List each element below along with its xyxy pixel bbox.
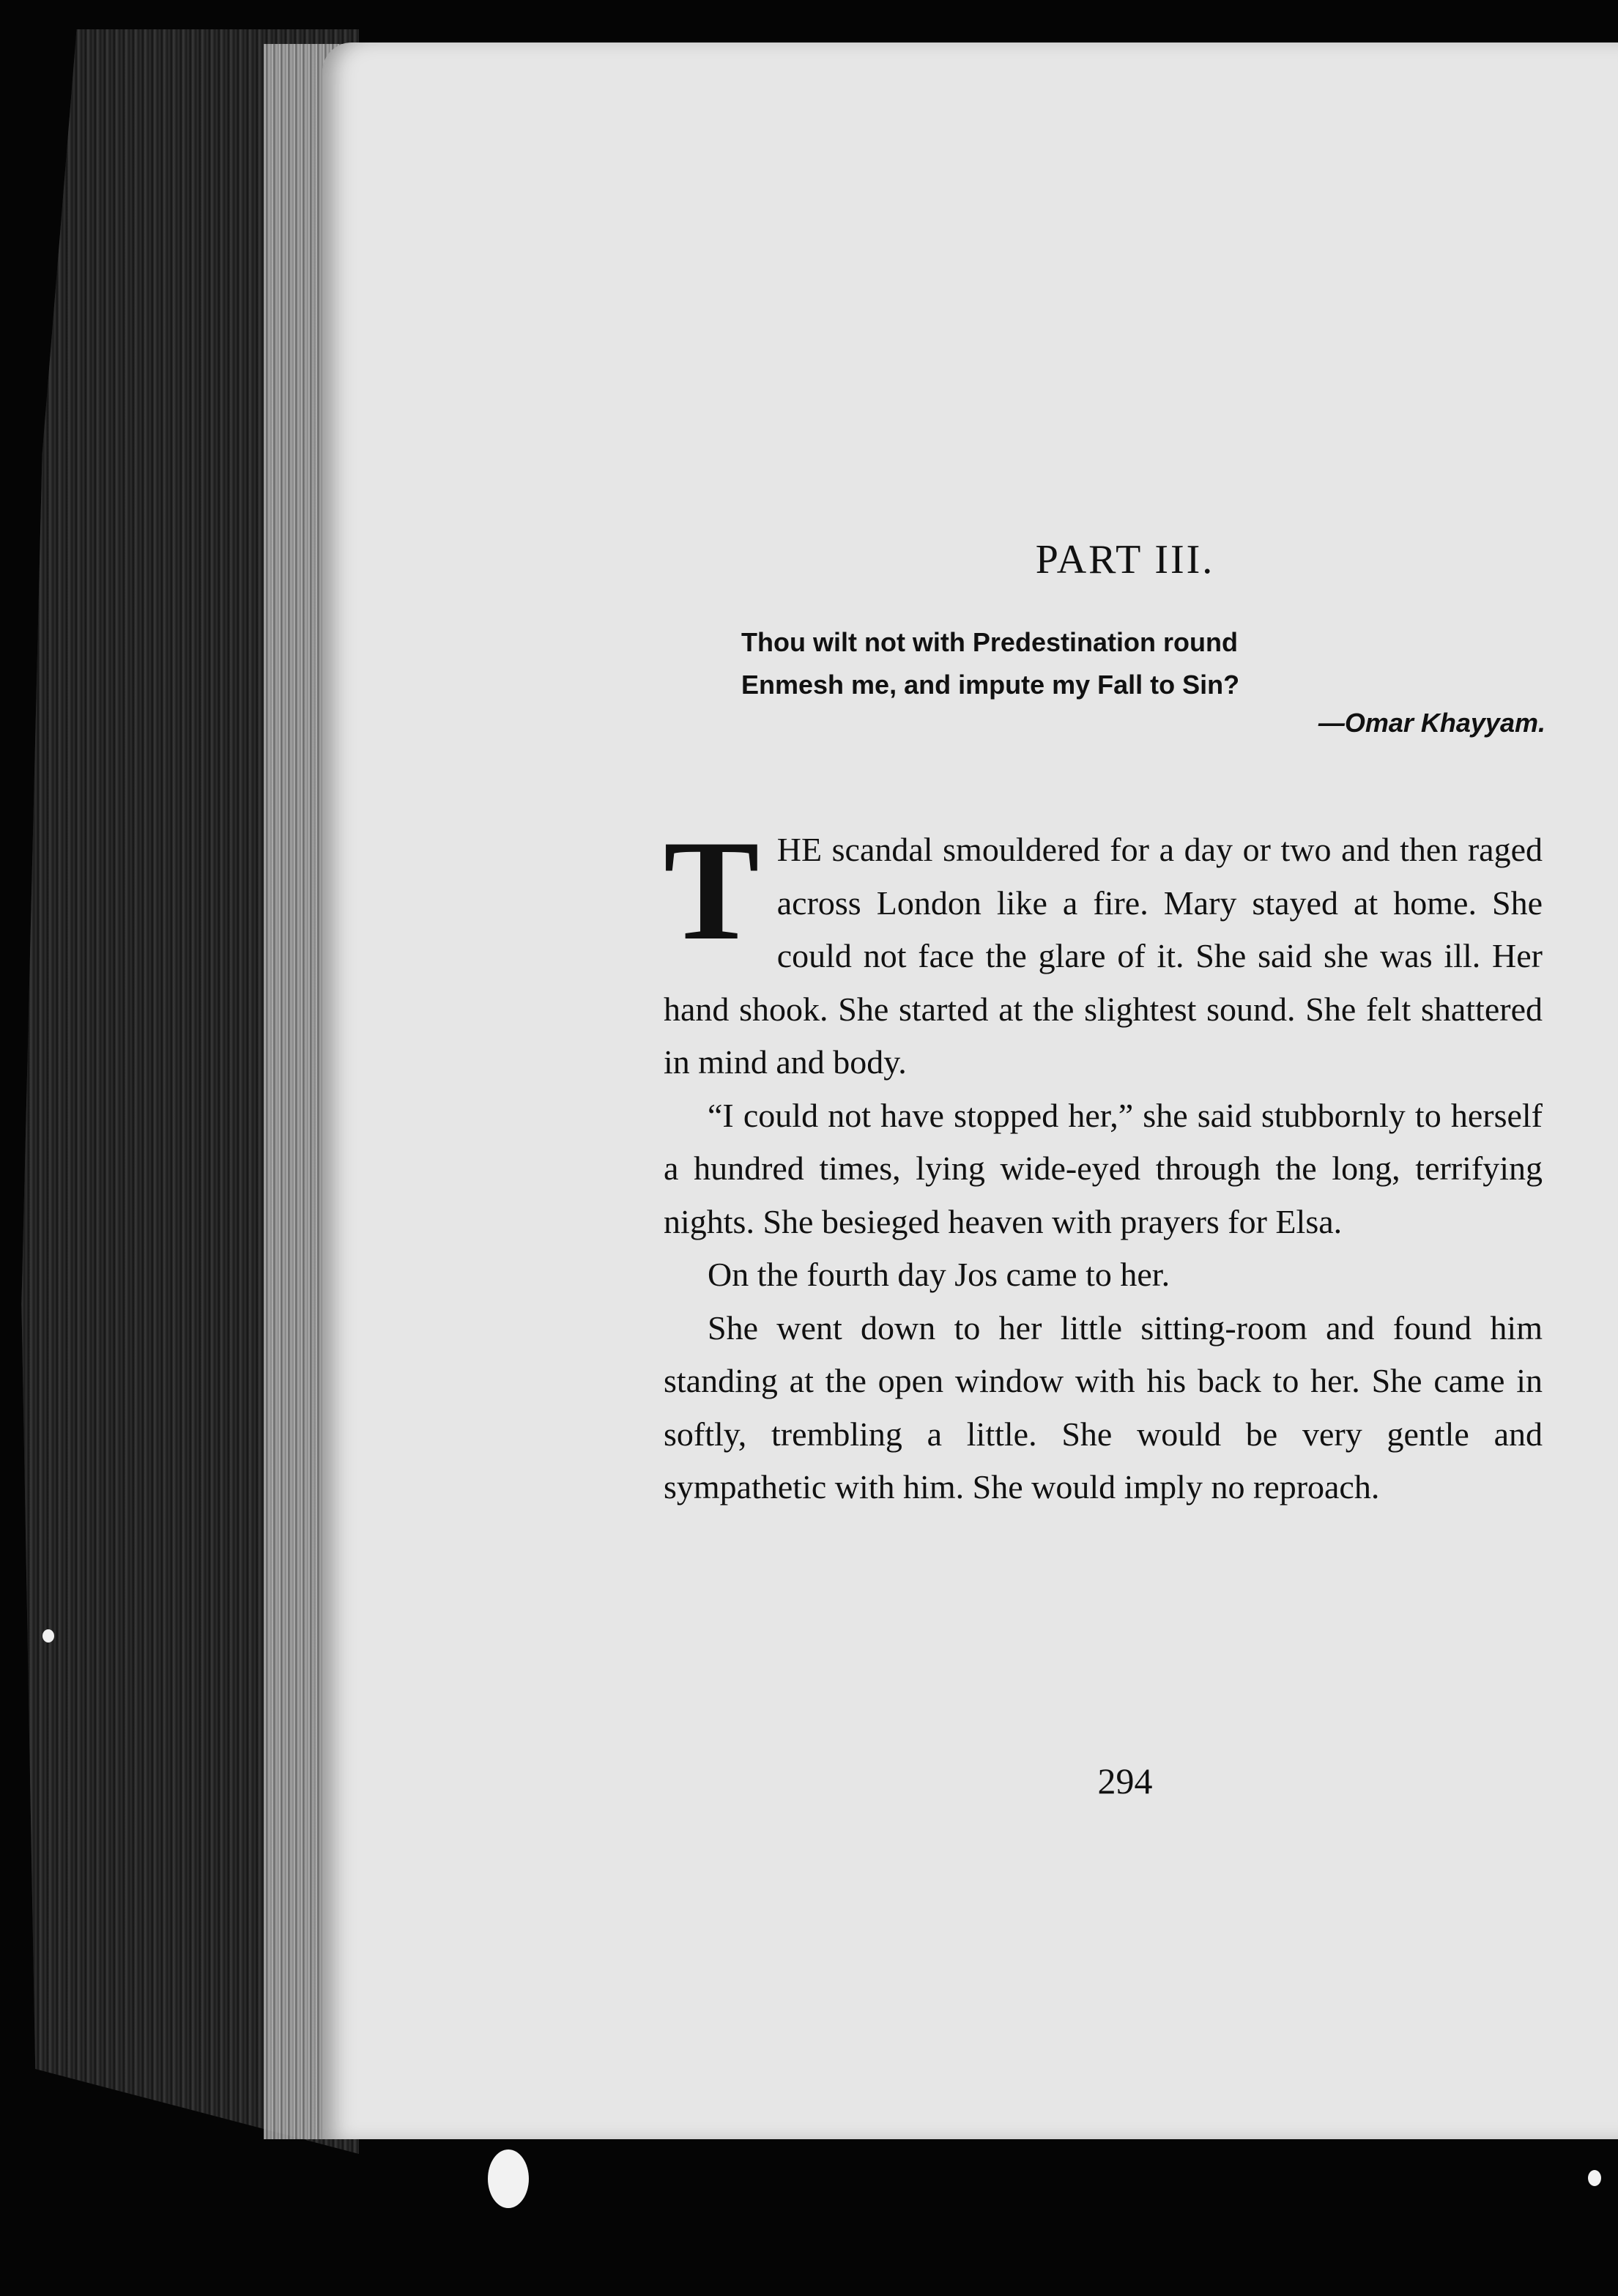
paragraph: She went down to her little sitting-room and found him standing at the open window with his back to her. She came in softly, trembling a little. She would be very gentle and sympathetic with him. She would imply no reproach. (664, 1308, 1543, 1506)
paragraph: On the fourth day Jos came to her. (708, 1256, 1170, 1293)
epigraph-line: Thou wilt not with Predestination round (741, 627, 1238, 657)
body-text (664, 811, 1543, 1514)
book-page (322, 42, 1618, 2139)
dust-speck (1588, 2170, 1601, 2186)
part-heading: PART III. (1035, 537, 1215, 582)
epigraph (741, 621, 1474, 706)
epigraph-line: Enmesh me, and impute my Fall to Sin? (741, 670, 1240, 700)
dust-speck (488, 2149, 529, 2208)
dust-speck (42, 1629, 54, 1643)
paragraph (664, 811, 1543, 1089)
paragraph: “I could not have stopped her,” she said stubbornly to herself a hundred times, lying wide-eyed through the long, terrifying nights. She besieged heaven with prayers for Elsa. (664, 1096, 1543, 1240)
epigraph-attribution: —Omar Khayyam. (1318, 708, 1545, 738)
paragraph-text: HE scandal smouldered for a day or two and then raged across London like a fire. Mary stayed at home. She could not face the glare of it. She said she was ill. Her hand shook. She started at the slightest sound. She felt shattered in mind and body. (664, 831, 1543, 1081)
drop-cap: T (664, 811, 760, 970)
page-number: 294 (1097, 1760, 1153, 1801)
